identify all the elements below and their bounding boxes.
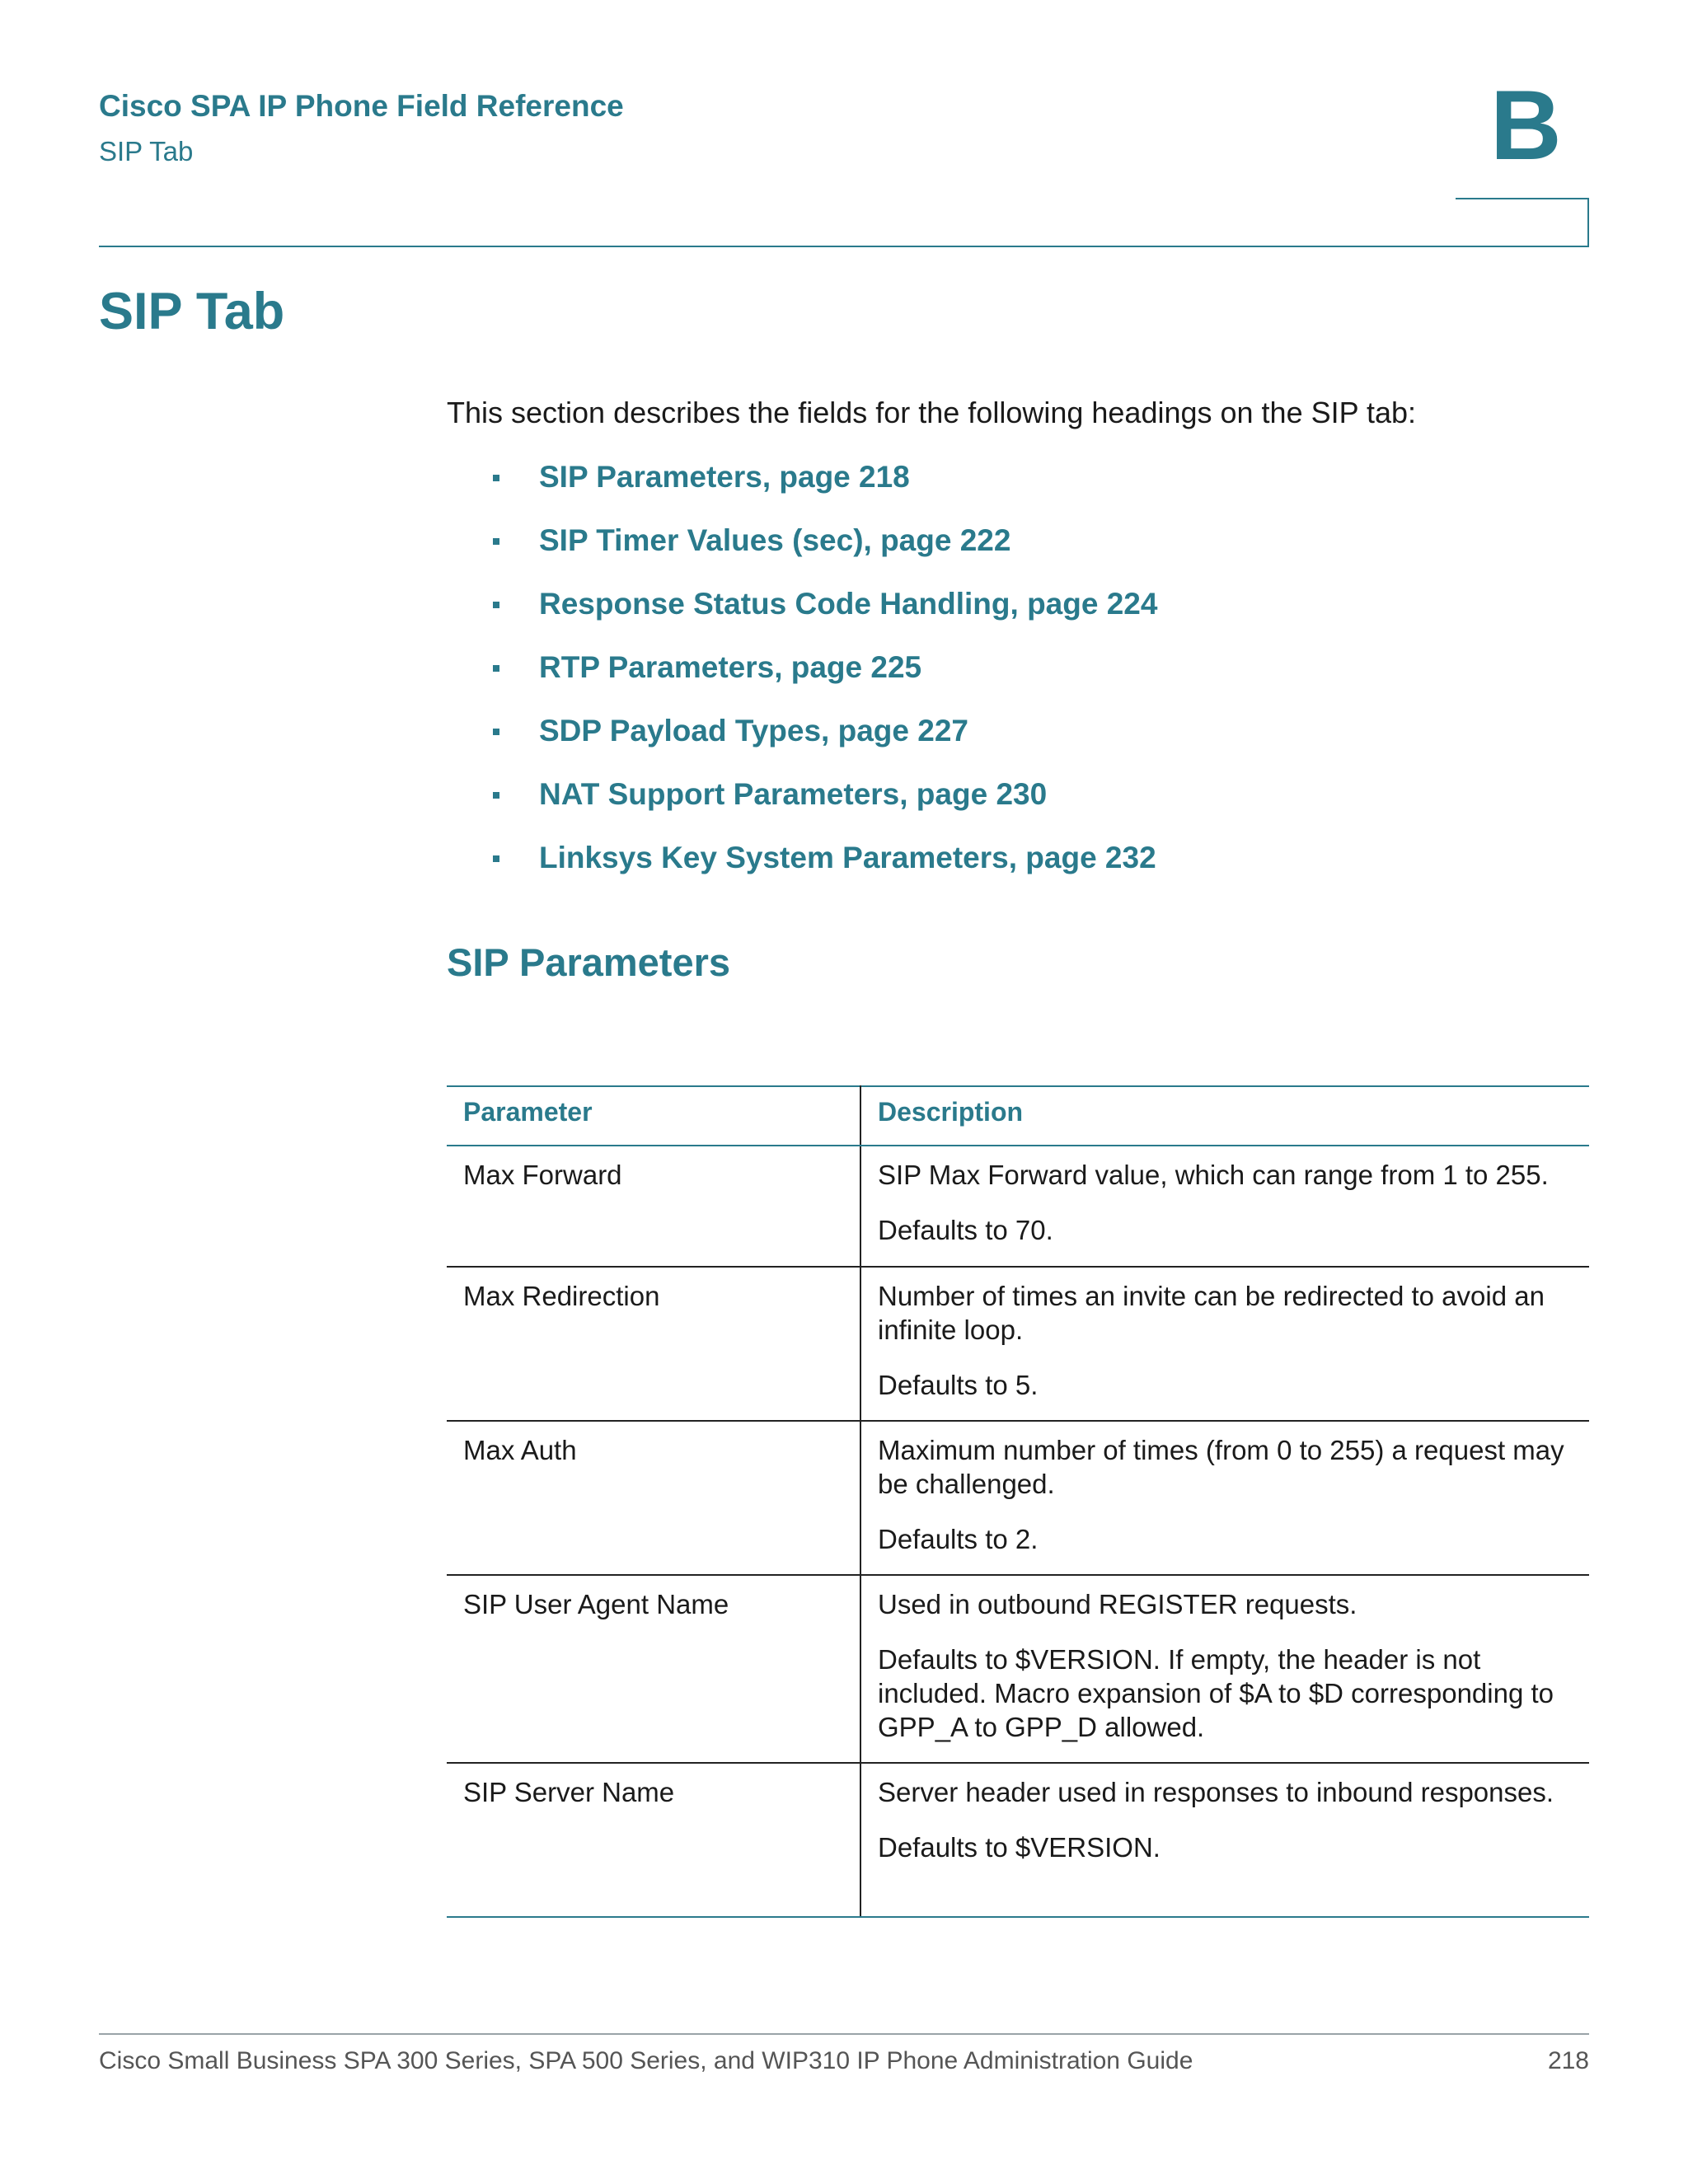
link-response-status-code-handling[interactable]: Response Status Code Handling, page 224 — [539, 587, 1158, 621]
description-default: Defaults to $VERSION. If empty, the header is not included. Macro expansion of $A to $D corresponding to GPP_A to GPP_D allowed. — [878, 1644, 1554, 1742]
description-text: Server header used in responses to inbound responses. — [878, 1777, 1554, 1807]
intro-text: This section describes the fields for the following headings on the SIP tab: — [447, 396, 1417, 429]
bullet-icon — [493, 729, 499, 735]
footer-page-number: 218 — [1547, 2047, 1589, 2074]
description-default: Defaults to 5. — [878, 1370, 1039, 1400]
section-heading: SIP Tab — [99, 283, 285, 340]
parameter-cell: Max Forward — [447, 1146, 860, 1267]
link-rtp-parameters[interactable]: RTP Parameters, page 225 — [539, 650, 922, 684]
description-text: SIP Max Forward value, which can range from 1 to 255. — [878, 1160, 1549, 1190]
footer-divider — [99, 2033, 1589, 2035]
table-header-row — [447, 1086, 1589, 1146]
bullet-icon — [493, 855, 499, 862]
parameter-cell: Max Redirection — [447, 1267, 860, 1421]
column-header-parameter: Parameter — [447, 1086, 860, 1146]
bullet-icon — [493, 475, 499, 481]
parameter-table — [447, 1085, 1589, 1918]
description-cell — [860, 1146, 1589, 1267]
table-row — [447, 1267, 1589, 1421]
footer-guide-title: Cisco Small Business SPA 300 Series, SPA 500 Series, and WIP310 IP Phone Administration Guide — [99, 2047, 1193, 2074]
link-sip-parameters[interactable]: SIP Parameters, page 218 — [539, 460, 910, 494]
description-default: Defaults to 2. — [878, 1524, 1039, 1554]
description-cell — [860, 1267, 1589, 1421]
description-text: Maximum number of times (from 0 to 255) a request may be challenged. — [878, 1435, 1564, 1499]
description-text: Used in outbound REGISTER requests. — [878, 1589, 1357, 1619]
table-row — [447, 1575, 1589, 1763]
table-row — [447, 1763, 1589, 1917]
subsection-heading: SIP Parameters — [447, 940, 731, 984]
link-sdp-payload-types[interactable]: SDP Payload Types, page 227 — [539, 714, 968, 748]
description-text: Number of times an invite can be redirected to avoid an infinite loop. — [878, 1281, 1545, 1345]
parameter-cell: SIP Server Name — [447, 1763, 860, 1917]
column-header-description: Description — [860, 1086, 1589, 1146]
description-cell — [860, 1575, 1589, 1763]
table-row — [447, 1146, 1589, 1267]
link-nat-support-parameters[interactable]: NAT Support Parameters, page 230 — [539, 777, 1048, 811]
description-cell — [860, 1421, 1589, 1575]
doc-title: Cisco SPA IP Phone Field Reference — [99, 89, 624, 123]
bullet-icon — [493, 602, 499, 608]
description-cell — [860, 1763, 1589, 1917]
bullet-icon — [493, 792, 499, 799]
description-default: Defaults to 70. — [878, 1215, 1053, 1245]
doc-subtitle: SIP Tab — [99, 136, 194, 166]
bullet-icon — [493, 538, 499, 545]
appendix-letter: B — [1490, 70, 1562, 180]
description-default: Defaults to $VERSION. — [878, 1832, 1160, 1863]
parameter-cell: SIP User Agent Name — [447, 1575, 860, 1763]
table-row — [447, 1421, 1589, 1575]
bullet-icon — [493, 665, 499, 672]
link-sip-timer-values[interactable]: SIP Timer Values (sec), page 222 — [539, 523, 1011, 557]
link-linksys-key-system-parameters[interactable]: Linksys Key System Parameters, page 232 — [539, 841, 1156, 874]
parameter-cell: Max Auth — [447, 1421, 860, 1575]
header-divider — [99, 246, 1589, 247]
appendix-tab-box — [1456, 198, 1589, 246]
